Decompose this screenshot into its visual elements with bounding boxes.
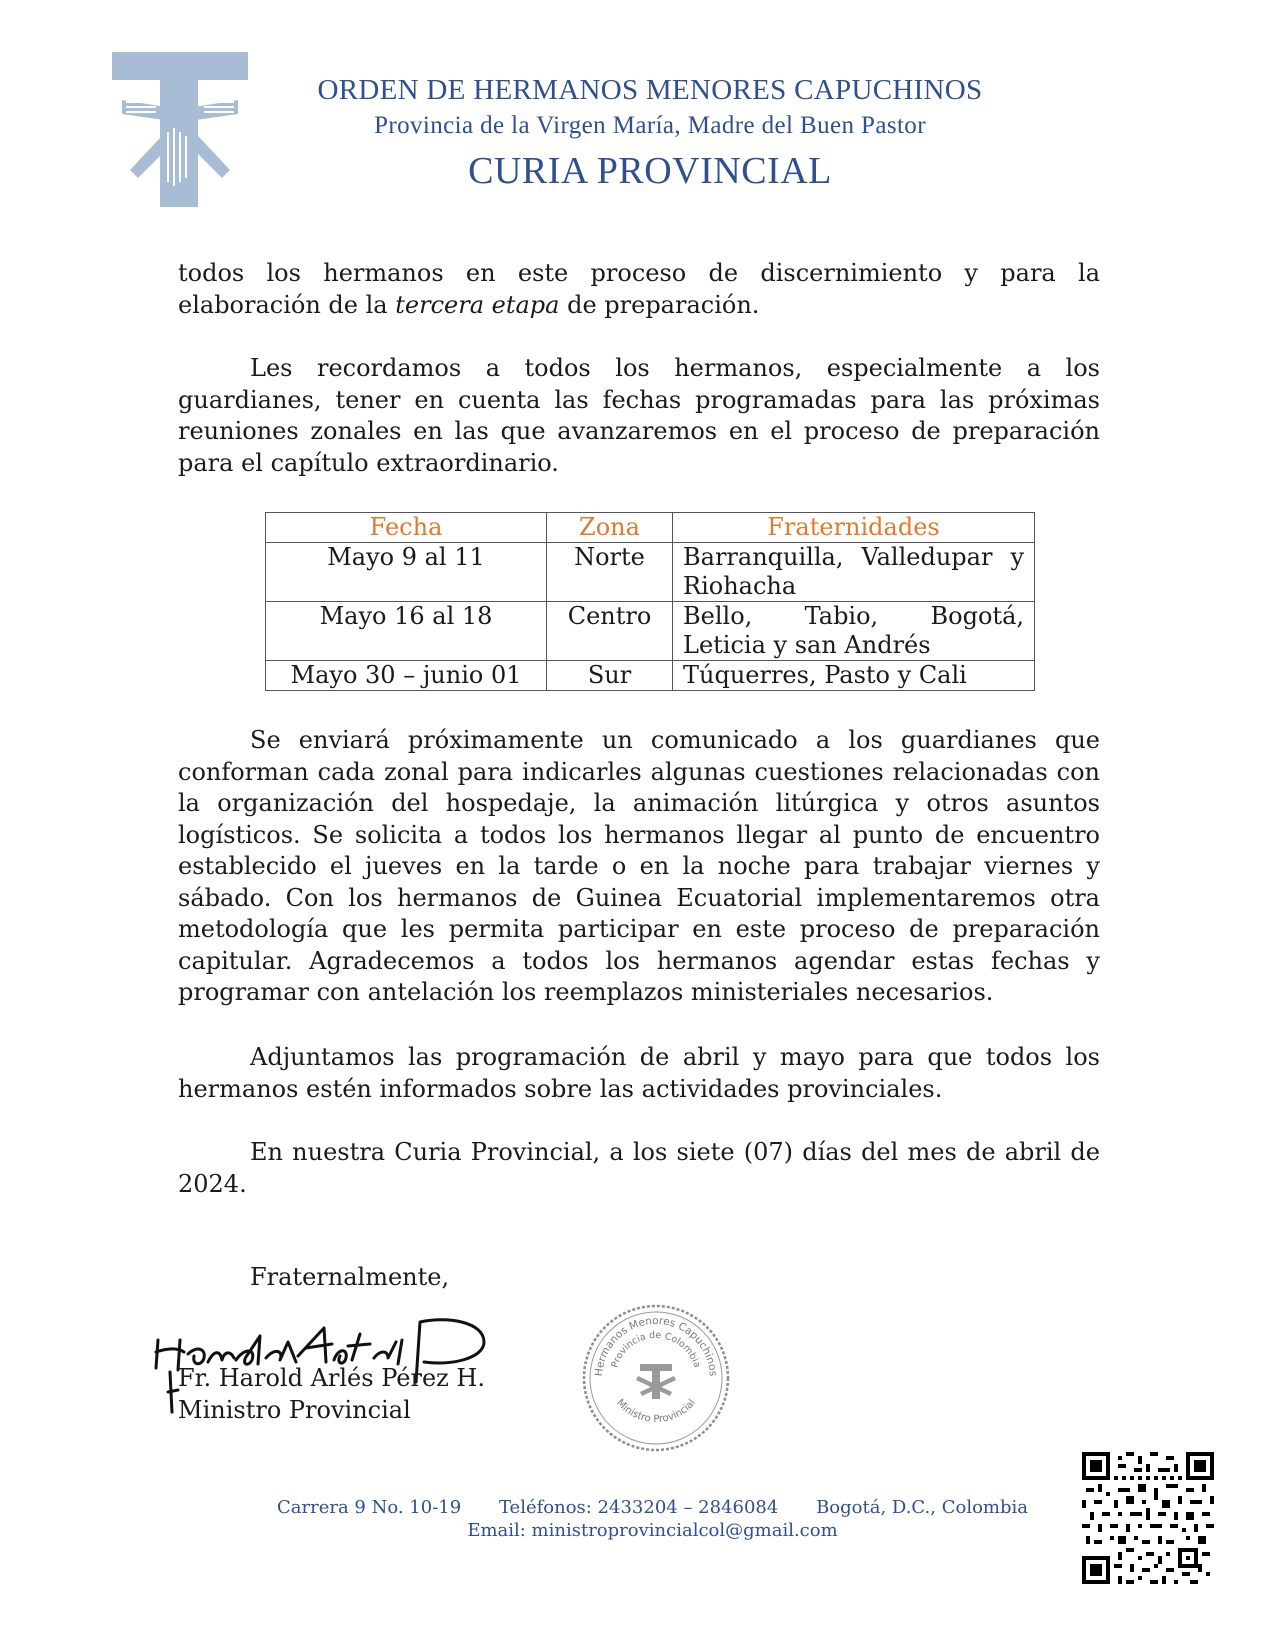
paragraph-text: todos los hermanos en este proceso de discernimiento y para la elaboración de la — [178, 259, 1100, 319]
date-cell: Mayo 16 al 18 — [266, 602, 547, 661]
signer-name: Fr. Harold Arlés Pérez H. — [178, 1364, 485, 1392]
column-header: Fraternidades — [673, 513, 1035, 543]
capuchin-tau-logo-icon — [112, 52, 248, 207]
date-cell: Mayo 9 al 11 — [266, 543, 547, 602]
order-name: ORDEN DE HERMANOS MENORES CAPUCHINOS — [317, 74, 983, 106]
city-text: Bogotá, D.C., Colombia — [816, 1497, 1028, 1518]
paragraph-attachment: Adjuntamos las programación de abril y mayo para que todos los hermanos estén informados sobre las actividades provinciales. — [178, 1043, 1100, 1103]
paragraph-date: En nuestra Curia Provincial, a los siete (07) días del mes de abril de 2024. — [178, 1138, 1100, 1198]
address-text: Carrera 9 No. 10-19 — [277, 1497, 462, 1518]
closing-salutation: Fraternalmente, — [250, 1263, 450, 1291]
column-header: Fecha — [266, 513, 547, 543]
signer-block — [178, 1363, 485, 1426]
province-name: Provincia de la Virgen María, Madre del Buen Pastor — [374, 112, 926, 139]
svg-text:Ministro Provincial — [614, 1397, 698, 1425]
fraternities-cell: Barranquilla, Valledupar y Riohacha — [673, 543, 1035, 602]
table-row — [266, 543, 1035, 602]
qr-code-icon — [1082, 1452, 1214, 1584]
fraternities-cell: Túquerres, Pasto y Cali — [673, 661, 1035, 691]
contact-line — [180, 1496, 1125, 1519]
paragraph-logistics: Se enviará próximamente un comunicado a los guardianes que conforman cada zonal para indicarles algunas cuestiones relacionadas con la organización del hospedaje, la animación litúrgica y otros asuntos logísticos. Se solicita a todos los hermanos llegar al punto de encuentro establecido el jueves en la tarde o en la noche para trabajar viernes y sábado. Con los hermanos de Guinea Ecuatorial implementaremos otra metodología que les permita participar en este proceso de preparación capitular. Agradecemos a todos los hermanos agendar estas fechas y programar con antelación los reemplazos ministeriales necesarios. — [178, 726, 1100, 1006]
zonal-meetings-table — [265, 512, 1035, 691]
paragraph-reminder: Les recordamos a todos los hermanos, especialmente a los guardianes, tener en cuenta las fechas programadas para las próximas reuniones zonales en las que avanzaremos en el proceso de preparación para el capítulo extraordinario. — [178, 354, 1100, 477]
table-header-row — [266, 513, 1035, 543]
zone-cell: Sur — [547, 661, 673, 691]
emphasis-text: tercera etapa — [395, 290, 560, 319]
paragraph-continuation — [178, 258, 1100, 321]
phones-text: Teléfonos: 2433204 – 2846084 — [498, 1497, 779, 1518]
signer-role: Ministro Provincial — [178, 1395, 411, 1424]
paragraph-text: de preparación. — [559, 290, 760, 319]
zone-cell: Centro — [547, 602, 673, 661]
seal-text-top: Hermanos Menores Capuchinos — [592, 1314, 720, 1377]
date-cell: Mayo 30 – junio 01 — [266, 661, 547, 691]
official-seal-stamp — [580, 1302, 732, 1454]
curia-title: CURIA PROVINCIAL — [468, 150, 832, 192]
zone-cell: Norte — [547, 543, 673, 602]
letter-footer — [180, 1496, 1125, 1542]
table-row — [266, 661, 1035, 691]
letterhead — [290, 72, 1010, 196]
column-header: Zona — [547, 513, 673, 543]
seal-text-middle: Provincia de Colombia — [609, 1329, 703, 1370]
fraternities-cell: Bello, Tabio, Bogotá, Leticia y san Andrés — [673, 602, 1035, 661]
seal-text-bottom: Ministro Provincial — [614, 1397, 698, 1426]
email-text: Email: ministroprovincialcol@gmail.com — [467, 1520, 838, 1541]
table-row — [266, 602, 1035, 661]
